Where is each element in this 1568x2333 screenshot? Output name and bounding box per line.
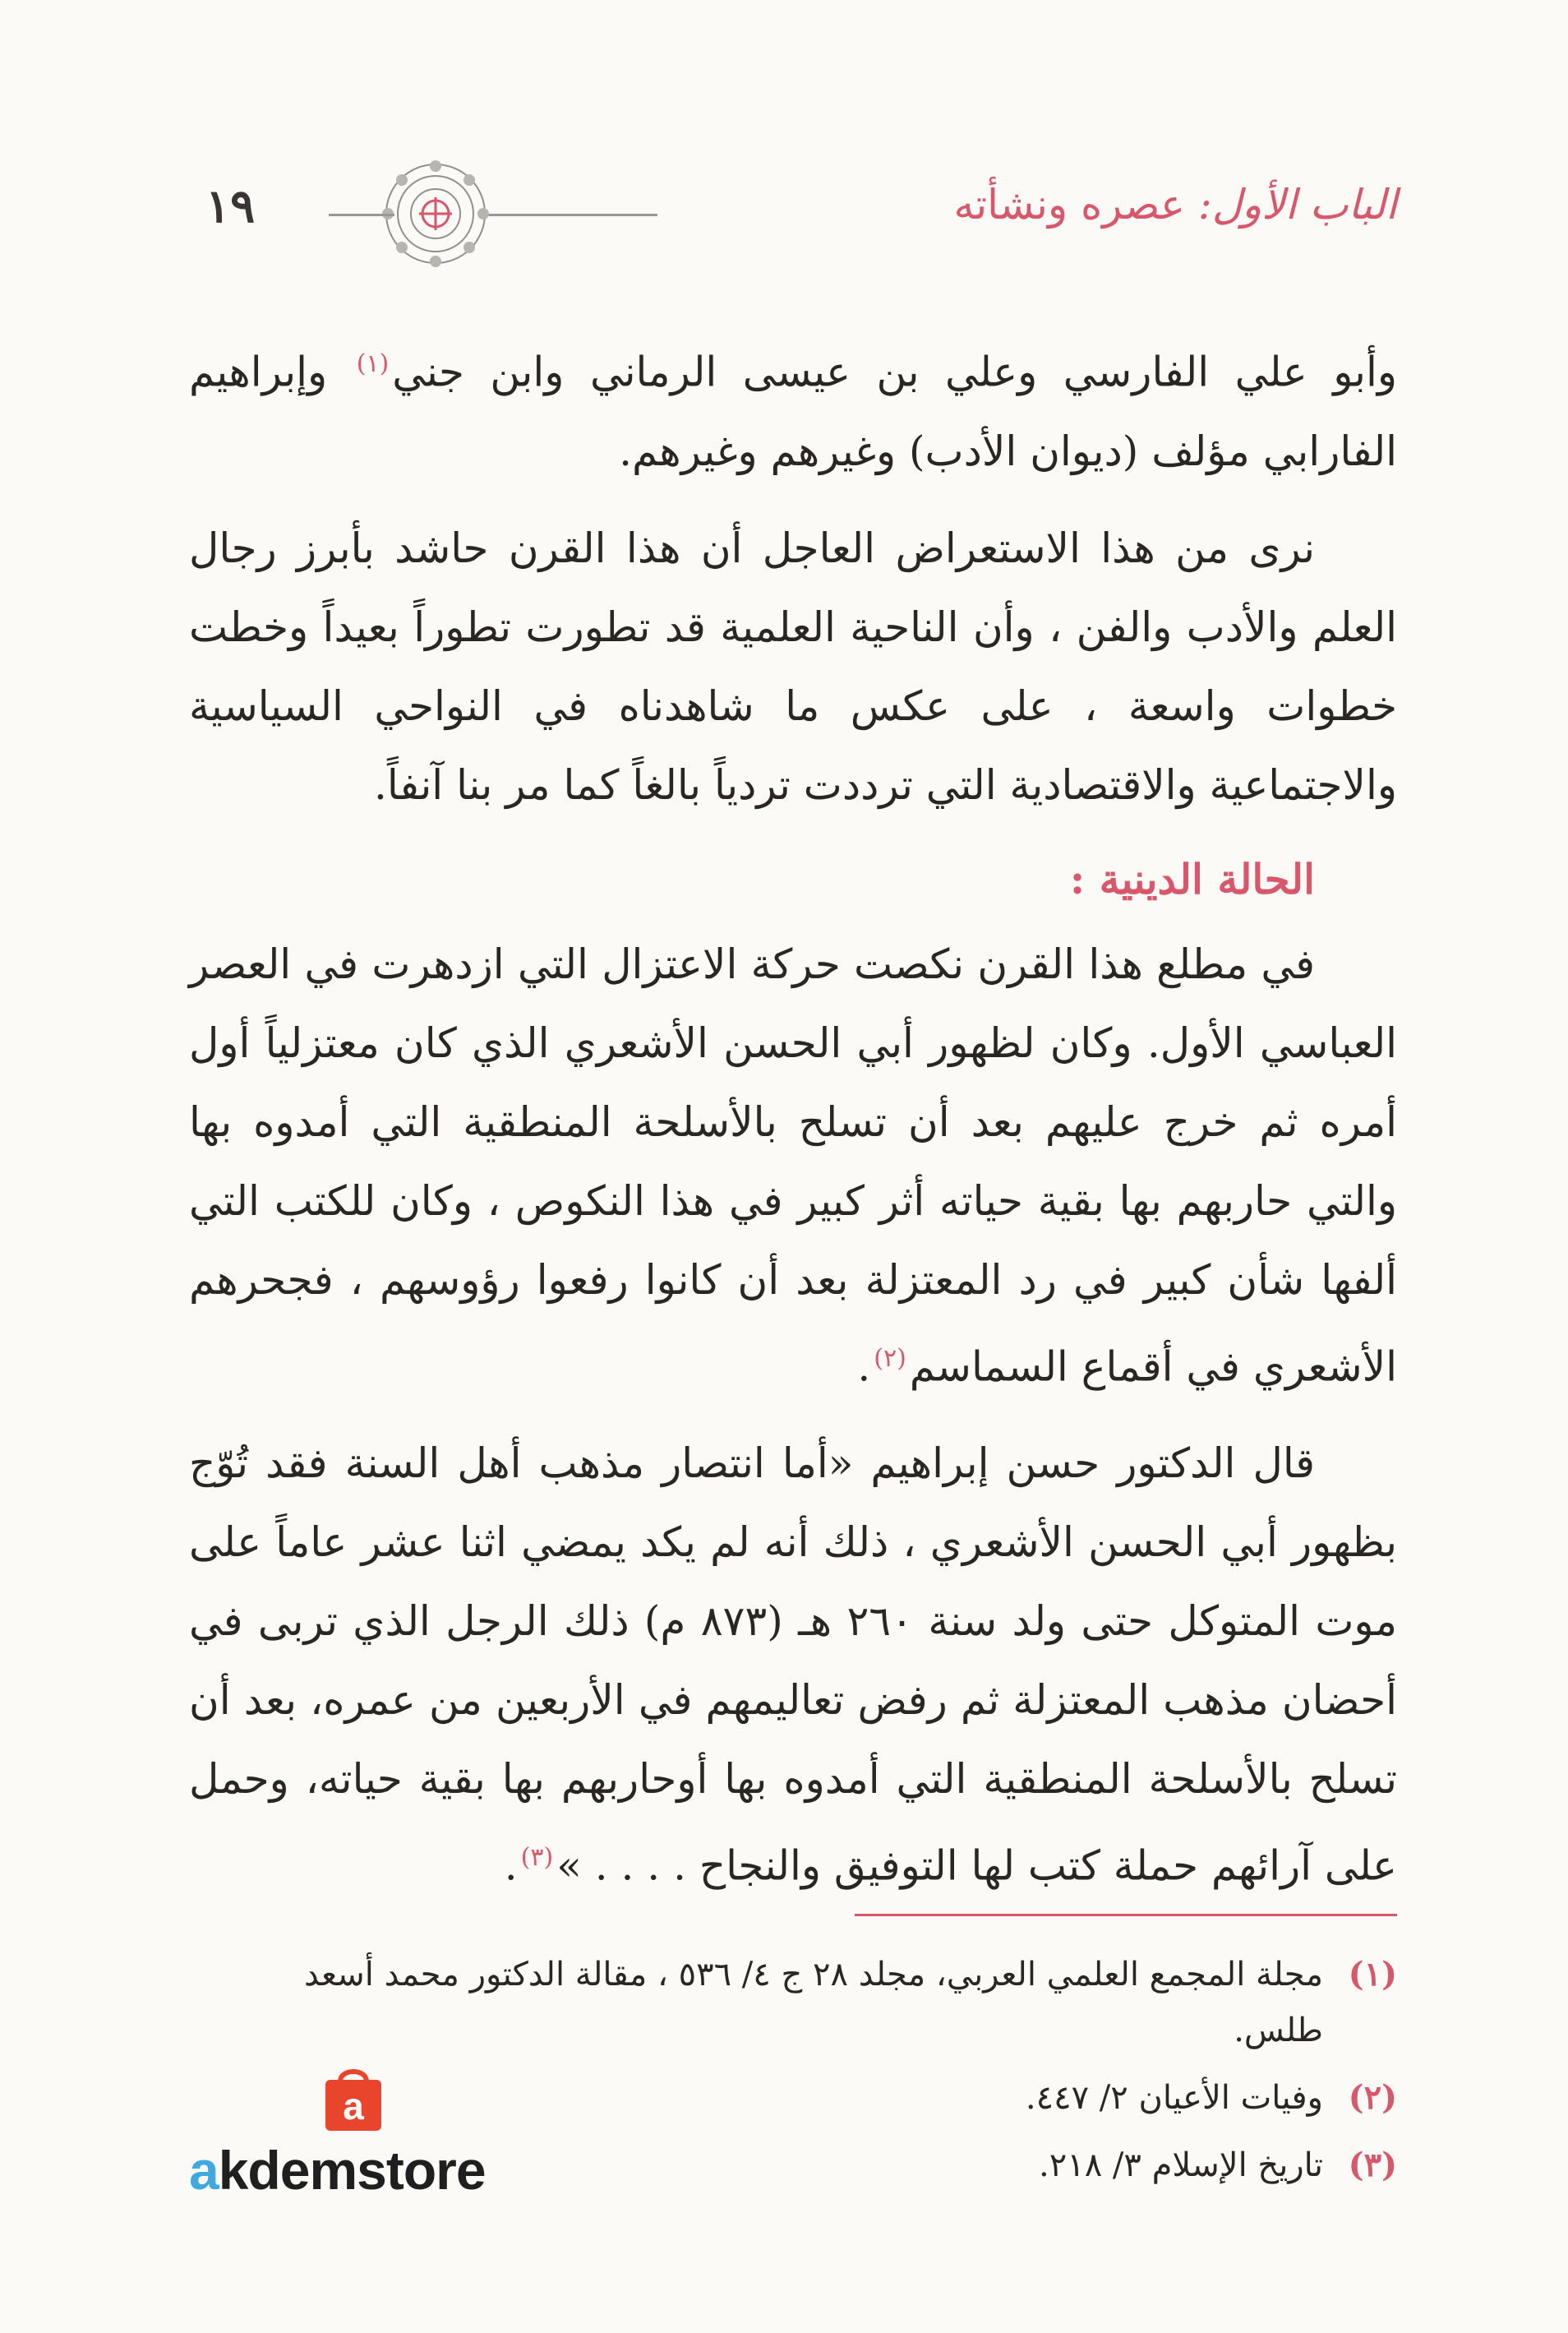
paragraph-3-tail: . (857, 1342, 871, 1391)
footnote-1 (189, 1947, 1397, 2058)
paragraph-4-text: قال الدكتور حسن إبراهيم «أما انتصار مذهب أهل السنة فقد تُوّج بظهور أبي الحسن الأشعري ، ذلك أنه لم يكد يمضي اثنا عشر عاماً على موت المتوكل حتى ولد سنة ٢٦٠ هـ (٨٧٣ م) ذلك الرجل الذي تربى في أحضان مذهب المعتزلة ثم رفض تعاليمهم في الأربعين من عمره، بعد أن تسلح بالأسلحة المنطقية التي أمدوه بها أوحاربهم بها بقية حياته، وحمل على آرائهم حملة كتب لها التوفيق والنجاح . . . . » (189, 1439, 1397, 1890)
paragraph-4 (189, 1424, 1397, 1906)
footnote-2-text: وفيات الأعيان ٢/ ٤٤٧. (1025, 2079, 1323, 2117)
shopping-bag-icon (321, 2063, 386, 2132)
page-number: ١٩ (205, 179, 256, 233)
section-heading: الحالة الدينية : (1069, 854, 1315, 903)
brand-wordmark (189, 2139, 486, 2201)
paragraph-1 (189, 325, 1397, 491)
akdemstore-watermark-logo (189, 2063, 534, 2203)
footnote-ref-1: (١) (356, 349, 390, 378)
rosette-ornament-icon (378, 156, 493, 271)
page-body (189, 325, 1397, 1924)
footnote-3-number: (٣) (1348, 2146, 1397, 2184)
brand-name: kdemstore (218, 2140, 486, 2201)
paragraph-3-text: في مطلع هذا القرن نكصت حركة الاعتزال التي ازدهرت في العصر العباسي الأول. وكان لظهور أبي الحسن الأشعري الذي كان معتزلياً أول أمره ثم خرج عليهم بعد أن تسلح بالأسلحة المنطقية التي أمدوه بها والتي حاربهم بها بقية حياته أثر كبير في هذا النكوص ، وكان للكتب التي ألفها شأن كبير في رد المعتزلة بعد أن كانوا رفعوا رؤوسهم ، فجحرهم الأشعري في أقماع السماسم (189, 940, 1397, 1391)
chapter-title (953, 181, 1397, 229)
footnote-1-continuation: طلس. (1234, 2012, 1323, 2049)
paragraph-4-tail: . (504, 1841, 518, 1890)
footnote-ref-3: (٣) (520, 1843, 554, 1873)
brand-initial: a (189, 2140, 219, 2201)
running-header (189, 156, 1397, 271)
paragraph-2: نرى من هذا الاستعراض العاجل أن هذا القرن حاشد بأبرز رجال العلم والأدب والفن ، وأن الناحية العلمية قد تطورت تطوراً بعيداً وخطت خطوات واسعة ، على عكس ما شاهدناه في النواحي السياسية والاجتماعية والاقتصادية التي ترددت تردياً بالغاً كما مر بنا آنفاً. (189, 524, 1397, 809)
footnote-2-number: (٢) (1348, 2078, 1397, 2117)
chapter-label: الباب الأول: (1197, 181, 1397, 229)
chapter-name: عصره ونشأته (953, 181, 1185, 229)
bag-letter: a (343, 2085, 364, 2127)
footnote-ref-2: (٢) (874, 1343, 906, 1373)
footnote-1-number: (١) (1348, 1955, 1397, 1993)
footnote-1-text: مجلة المجمع العلمي العربي، مجلد ٢٨ ج ٤/ ٥٣٦ ، مقالة الدكتور محمد أسعد (303, 1956, 1323, 1993)
paragraph-3 (189, 925, 1397, 1407)
paragraph-1-line-1: وأبو علي الفارسي وعلي بن عيسى الرماني وابن جني (392, 348, 1397, 396)
footnote-divider (855, 1914, 1397, 1916)
footnote-3-text: تاريخ الإسلام ٣/ ٢١٨. (1039, 2146, 1323, 2184)
header-rule-right (485, 214, 657, 216)
header-rule-left (329, 214, 394, 216)
paragraph-1-line-2: وإبراهيم الفارابي مؤلف (ديوان الأدب) وغيرهم وغيرهم. (189, 348, 1397, 475)
